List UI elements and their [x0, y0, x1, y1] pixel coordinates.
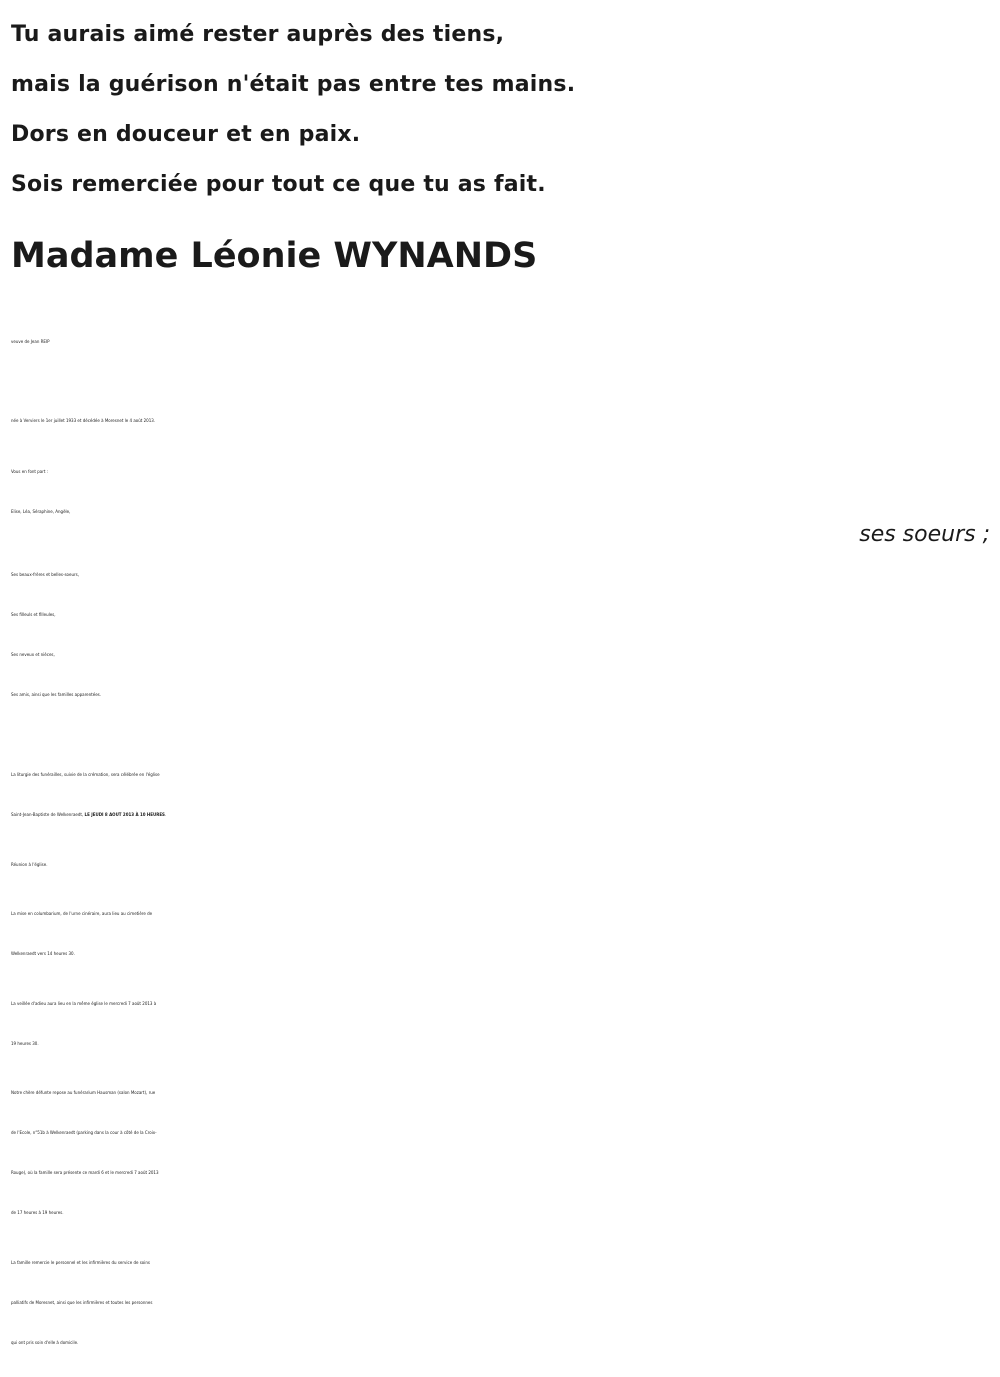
thanks-line-3: qui ont pris soin d'elle à domicile. [11, 1340, 79, 1345]
announcement-intro: Vous en font part : [11, 469, 49, 474]
sisters-names: Elise, Léa, Séraphine, Angèle, [11, 509, 71, 514]
funeral-home-line-1: Notre chère défunte repose au funérarium Hausman (salon Mozart), rue [11, 1090, 156, 1095]
liturgy-line-2 [11, 795, 996, 835]
deceased-name: Madame Léonie WYNANDS [11, 236, 538, 276]
funeral-home-line-4: de 17 heures à 19 heures. [11, 1210, 64, 1215]
liturgy-datetime: LE JEUDI 8 AOUT 2013 À 10 HEURES [84, 812, 165, 817]
thanks-line-1: La famille remercie le personnel et les infirmières du service de soins [11, 1260, 150, 1265]
funeral-home-line-2: de l'Ecole, n°51b à Welkenraedt (parking dans la cour à côté de la Croix- [11, 1130, 157, 1135]
meeting: Réunion à l'église. [11, 862, 48, 867]
columbarium-line-1: La mise en columbarium, de l'urne cinéraire, aura lieu au cimetière de [11, 911, 153, 916]
sisters-label: ses soeurs ; [859, 522, 990, 547]
thanks-line-2: palliatifs de Moresnet, ainsi que les infirmières et toutes les personnes [11, 1300, 153, 1305]
poem-line: Dors en douceur et en paix. [11, 122, 361, 147]
poem-line: Sois remerciée pour tout ce que tu as fait. [11, 172, 546, 197]
poem-line: mais la guérison n'était pas entre tes mains. [11, 72, 576, 97]
relative-line: Ses filleuls et filleules, [11, 612, 56, 617]
relative-line: Ses amis, ainsi que les familles apparentées. [11, 692, 102, 697]
vigil-line-2: 19 heures 30. [11, 1041, 39, 1046]
liturgy-period: . [164, 812, 167, 817]
liturgy-line-1: La liturgie des funérailles, suivie de la crémation, sera célébrée en l'église [11, 772, 160, 777]
columbarium-line-2: Welkenraedt vers 14 heures 30. [11, 951, 75, 956]
relative-line: Ses neveux et nièces, [11, 652, 55, 657]
widow-of: veuve de Jean REIP [11, 339, 50, 344]
relative-line: Ses beaux-frères et belles-soeurs, [11, 572, 79, 577]
poem-line: Tu aurais aimé rester auprès des tiens, [11, 22, 505, 47]
funeral-home-line-3: Rouge), où la famille sera présente ce mardi 6 et le mercredi 7 août 2013 [11, 1170, 159, 1175]
poem [11, 10, 981, 210]
vigil-line-1: La veillée d'adieu aura lieu en la même église le mercredi 7 août 2013 à [11, 1001, 157, 1006]
birth-death: née à Verviers le 1er juillet 1933 et décédée à Moresnet le 4 août 2013. [11, 418, 156, 423]
liturgy-location: Saint-Jean-Baptiste de Welkenraedt, [11, 812, 85, 817]
